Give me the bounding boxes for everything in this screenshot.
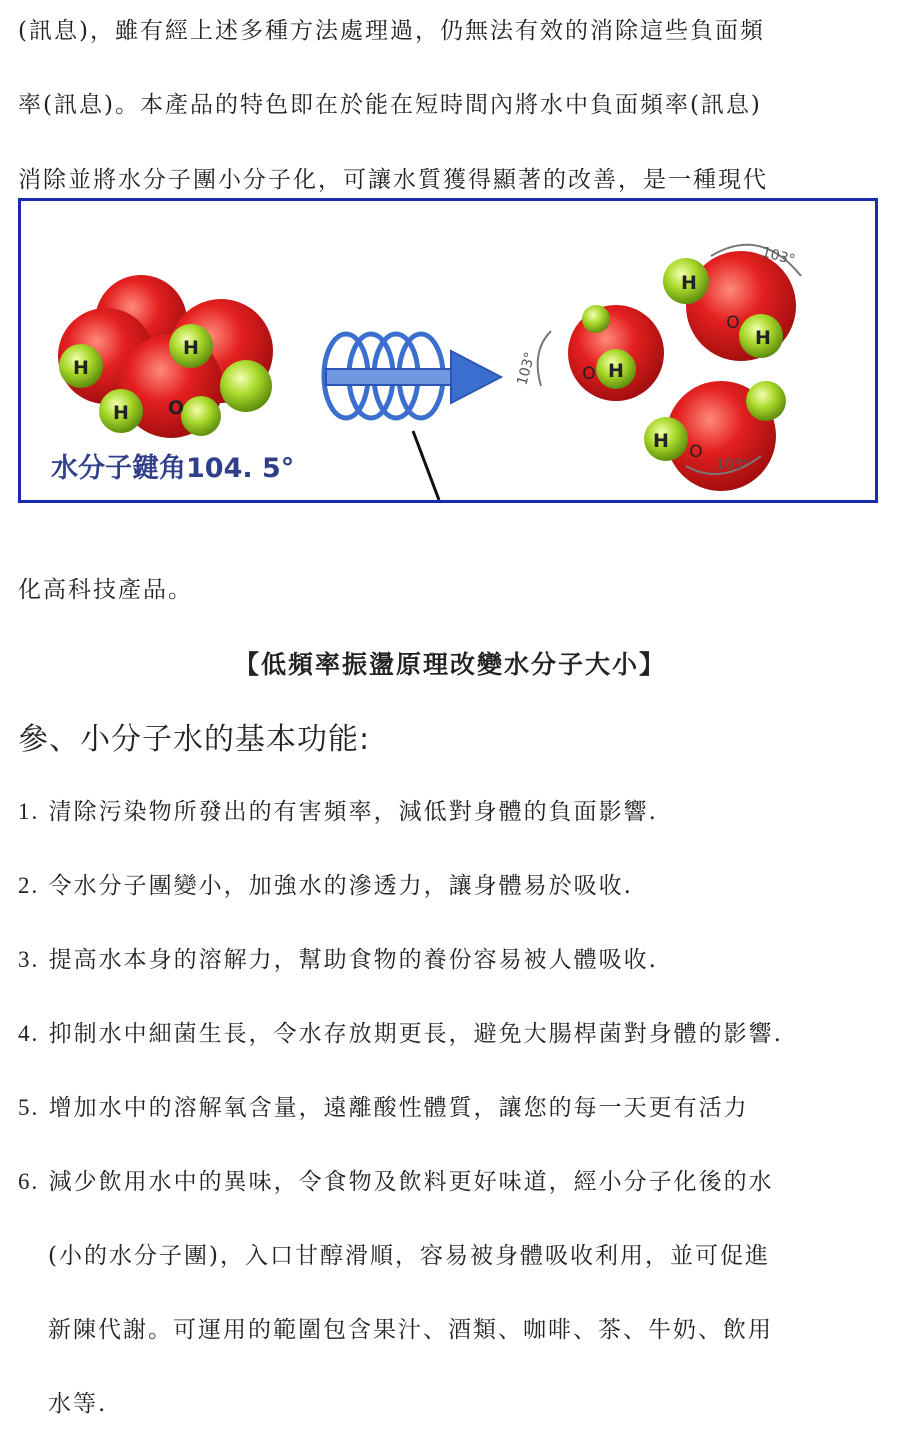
water-molecule-figure — [18, 198, 878, 503]
figure-canvas — [21, 201, 875, 500]
list-item — [18, 945, 658, 975]
list-item-number: 3. — [18, 947, 40, 972]
list-item-number: 6. — [18, 1169, 40, 1194]
oscillation-coil-icon — [324, 334, 501, 500]
list-item-number: 1. — [18, 799, 40, 824]
list-item — [18, 871, 633, 901]
atom-o-label: O — [167, 397, 185, 419]
angle-label: 103° — [514, 350, 539, 388]
atom-h-label: H — [73, 357, 89, 379]
list-item-number: 2. — [18, 873, 40, 898]
angle-label: 103° — [759, 244, 797, 269]
list-item-text: 抑制水中細菌生長，令水存放期更長，避免大腸桿菌對身體的影響. — [48, 1021, 783, 1047]
intro-line-4: 化高科技產品。 — [18, 577, 193, 603]
list-item-text: 清除污染物所發出的有害頻率，減低對身體的負面影響. — [48, 799, 658, 825]
molecule-cluster — [58, 275, 273, 438]
angle-label: 103° — [716, 457, 750, 473]
section-heading: 參、小分子水的基本功能: — [18, 722, 371, 757]
intro-line-3: 消除並將水分子團小分子化，可讓水質獲得顯著的改善，是一種現代 — [18, 167, 768, 193]
list-item — [18, 797, 658, 827]
bond-angle-label: 水分子鍵角104. 5° — [51, 453, 295, 484]
list-item — [18, 1019, 783, 1049]
atom-o-label: O — [726, 313, 740, 333]
list-item-text: 令水分子團變小，加強水的滲透力，讓身體易於吸收. — [48, 873, 633, 899]
list-item-continuation: 新陳代謝。可運用的範圍包含果汁、酒類、咖啡、茶、牛奶、飲用 — [48, 1317, 773, 1343]
list-item — [18, 1167, 774, 1197]
list-item-text: 增加水中的溶解氧含量，遠離酸性體質，讓您的每一天更有活力 — [48, 1095, 749, 1121]
atom-h-label: H — [755, 327, 771, 349]
atom-h-label: H — [183, 337, 199, 359]
list-item-text: 減少飲用水中的異味，令食物及飲料更好味道，經小分子化後的水 — [48, 1169, 774, 1195]
atom-o-label: O — [689, 442, 703, 462]
list-item-number: 4. — [18, 1021, 40, 1046]
list-item-number: 5. — [18, 1095, 40, 1120]
list-item-continuation: (小的水分子團)，入口甘醇滑順，容易被身體吸收利用，並可促進 — [48, 1243, 770, 1269]
atom-h-label: H — [113, 402, 129, 424]
list-item-continuation: 水等. — [48, 1391, 108, 1417]
intro-line-2: 率(訊息)。本產品的特色即在於能在短時間內將水中負面頻率(訊息) — [18, 92, 762, 118]
atom-h-label: H — [681, 272, 697, 294]
small-molecules — [514, 244, 801, 491]
atom-h-label: H — [653, 430, 669, 452]
figure-caption-title: 【低頻率振盪原理改變水分子大小】 — [233, 650, 666, 679]
intro-line-1: (訊息)，雖有經上述多種方法處理過，仍無法有效的消除這些負面頻 — [18, 18, 765, 44]
list-item-text: 提高水本身的溶解力，幫助食物的養份容易被人體吸收. — [48, 947, 658, 973]
atom-h-label: H — [608, 360, 624, 382]
atom-o-label: O — [582, 364, 596, 384]
list-item — [18, 1093, 749, 1123]
